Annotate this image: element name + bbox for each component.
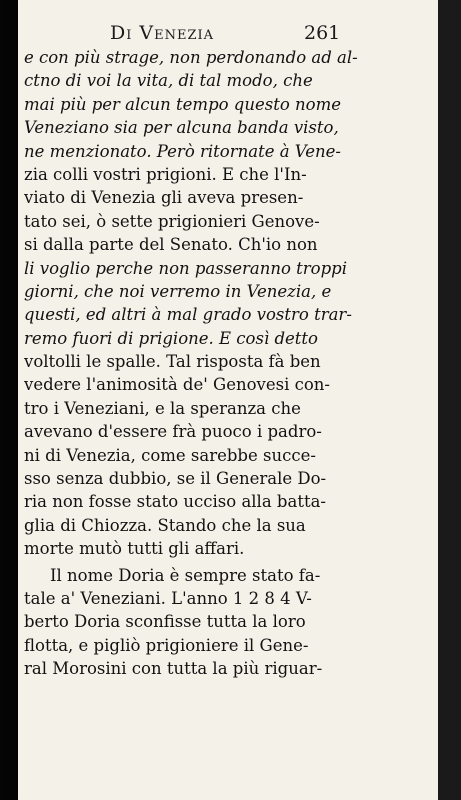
text-line: ral Morosini con tutta la più riguar- [24, 659, 323, 679]
text-line: mai più per alcun tempo questo nome [24, 94, 342, 114]
text-line: berto Doria sconfisse tutta la loro [24, 612, 306, 632]
page-edge [438, 0, 461, 800]
text-line: remo fuori di prigione. E così detto [24, 328, 318, 348]
text-body [24, 46, 374, 681]
page-number: 261 [304, 22, 341, 44]
text-line: giorni, che noi verremo in Venezia, e [24, 281, 332, 301]
text-line: questi, ed altri à mal grado vostro trar- [24, 305, 352, 325]
text-line: vedere l'animosità de' Genovesi con- [24, 375, 330, 395]
text-line: tro i Veneziani, e la speranza che [24, 398, 301, 418]
text-line: ria non fosse stato ucciso alla batta- [24, 492, 326, 512]
running-header [18, 22, 438, 46]
text-line: glia di Chiozza. Stando che la sua [24, 515, 306, 535]
text-line: zia colli vostri prigioni. E che l'In- [24, 164, 307, 184]
text-line: Veneziano sia per alcuna banda visto, [24, 118, 339, 138]
scan-border [0, 0, 18, 800]
text-line: ni di Venezia, come sarebbe succe- [24, 445, 316, 465]
text-line: tale a' Veneziani. L'anno 1 2 8 4 V- [24, 588, 312, 608]
text-line: Il nome Doria è sempre stato fa- [50, 565, 321, 585]
text-line: e con più strage, non perdonando ad al- [24, 48, 358, 67]
text-line: tato sei, ò sette prigionieri Genove- [24, 211, 320, 231]
text-line: viato di Venezia gli aveva presen- [24, 188, 304, 208]
text-line: voltolli le spalle. Tal risposta fà ben [24, 352, 321, 372]
text-line: li voglio perche non passeranno troppi [24, 258, 347, 278]
text-line: morte mutò tutti gli affari. [24, 539, 245, 559]
text-line: flotta, e pigliò prigioniere il Gene- [24, 635, 309, 655]
running-title: Di Venezia [110, 22, 215, 44]
text-line: ne menzionato. Però ritornate à Vene- [24, 141, 341, 161]
text-line: sso senza dubbio, se il Generale Do- [24, 469, 327, 489]
text-line: si dalla parte del Senato. Ch'io non [24, 235, 318, 255]
text-line: avevano d'essere frà puoco i padro- [24, 422, 322, 442]
text-line: ctno di voi la vita, di tal modo, che [24, 71, 313, 91]
